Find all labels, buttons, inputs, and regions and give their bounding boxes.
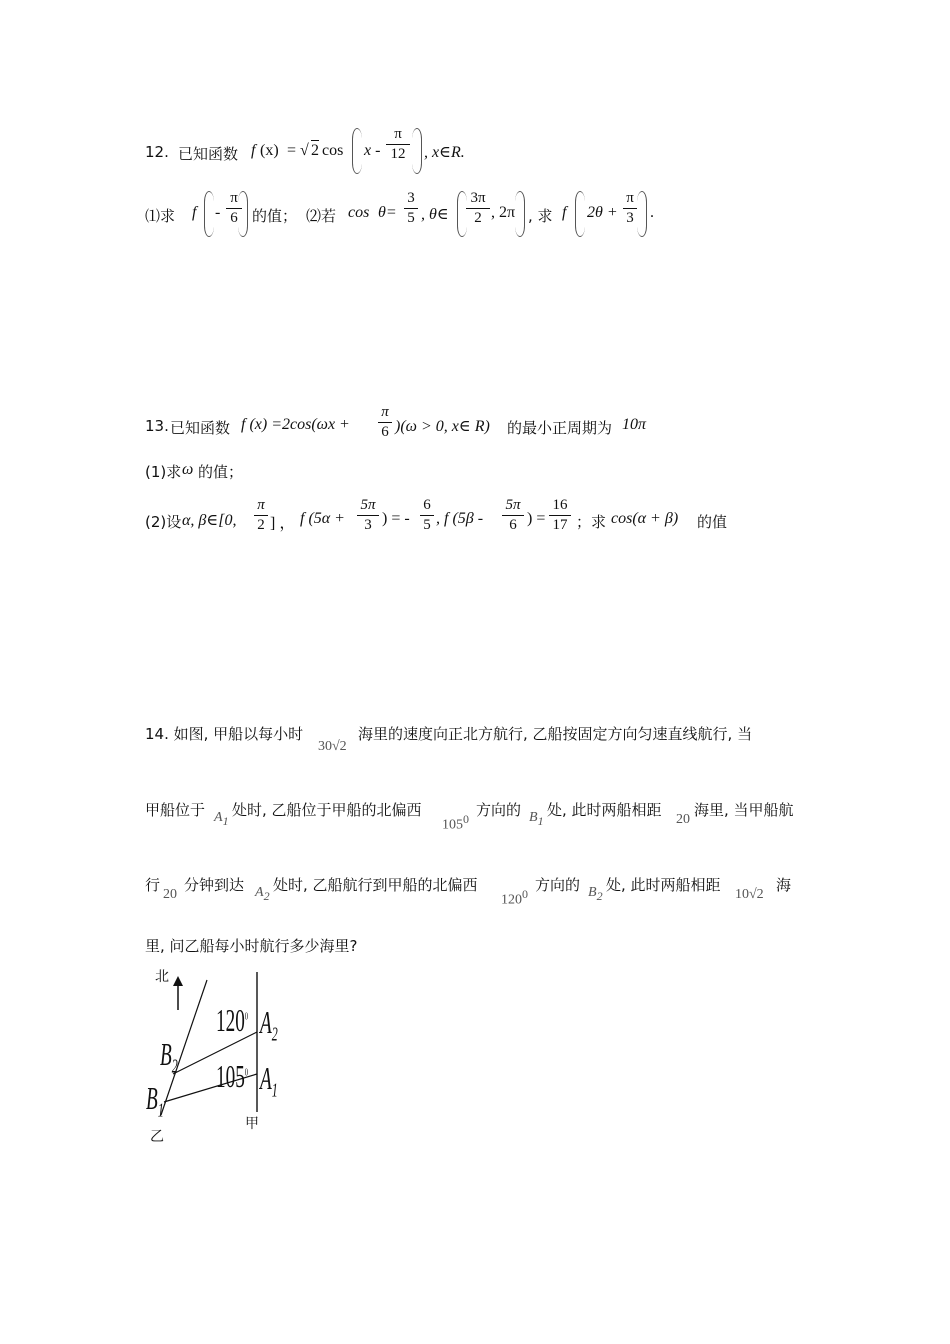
q13-p2-e1den: 3: [364, 517, 372, 533]
q12-p1-neg: -: [215, 204, 221, 221]
fraction-bar: [404, 208, 418, 209]
q12-p1-den: 6: [230, 210, 238, 226]
q12-p2-rden: 2: [474, 210, 482, 226]
q12-p1-lparen: [204, 191, 214, 237]
q12-p1-tail: 的值；: [252, 207, 298, 225]
q14-min20: 20: [163, 887, 177, 902]
q14-l2b: 处时, 乙船位于甲船的北偏西: [232, 801, 422, 819]
q14-l3a: 行: [145, 876, 161, 894]
q14-B1-letter: B: [529, 810, 538, 825]
q13-p2-e2eq: ) =: [527, 510, 546, 527]
q14-A1: [214, 810, 229, 829]
q13-frac-num: π: [381, 404, 389, 420]
figure-angle-105-val: 105: [216, 1058, 245, 1094]
q13-p2-bnum: π: [257, 497, 265, 513]
q12-ask: , 求: [528, 207, 553, 225]
q12-part1: ⑴求: [145, 207, 176, 225]
q14-deg105: [442, 812, 469, 834]
q12-p1-f: f: [192, 204, 197, 221]
q13-p2-bfrac: [254, 497, 268, 534]
q13-p2-expr: cos(α + β): [611, 510, 679, 527]
q12-frac-den: 12: [390, 146, 406, 162]
q12-p2-frac: [404, 190, 418, 227]
q13-p1-text: 的值；: [198, 463, 244, 481]
q12-label: 12.: [145, 143, 169, 161]
q12-fx: (x): [260, 142, 279, 159]
q14-B2-sub: 2: [596, 888, 603, 903]
q13-p2-vars-end: ] ，: [270, 515, 296, 532]
q13-p2-e2den: 6: [509, 517, 517, 533]
degree-icon: 0: [463, 812, 469, 826]
q12-p2-rparen2: [637, 191, 647, 237]
q13-p2-v1frac: [420, 497, 434, 534]
degree-icon: 0: [522, 887, 528, 901]
q13-p2-e2num: 5π: [505, 497, 521, 513]
q14-l3c: 处时, 乙船航行到甲船的北偏西: [273, 876, 478, 894]
q14-l2d: 处, 此时两船相距: [547, 801, 662, 819]
figure-B2: [160, 1036, 178, 1078]
q12-p2-rparen: [515, 191, 525, 237]
q12-part2: ⑵若: [306, 207, 337, 225]
q12-p2-cos: cos: [348, 204, 370, 221]
q12-p2-lparen2: [575, 191, 585, 237]
figure-A1-letter: A: [260, 1060, 272, 1096]
figure-B2-letter: B: [160, 1036, 172, 1072]
q13-label: 13.: [145, 417, 169, 435]
q14-B1-sub: 1: [537, 813, 544, 828]
q13-p2-v1den: 5: [423, 517, 431, 533]
q14-l1a: 14. 如图, 甲船以每小时: [145, 725, 304, 743]
figure-A1-sub: 1: [271, 1079, 278, 1102]
q12-p2-theta: θ=: [378, 204, 397, 221]
figure-yi-label: 乙: [150, 1129, 164, 1145]
fraction-bar: [254, 515, 268, 516]
q12-domain: , x∈R.: [424, 144, 465, 161]
figure-north-label: 北: [155, 969, 169, 985]
north-arrow-head: [173, 976, 183, 986]
q14-B1: [529, 810, 544, 829]
figure-A2-letter: A: [260, 1004, 272, 1040]
q12-p2-rtail: , 2π: [491, 204, 516, 221]
q14-A2-sub: 2: [263, 888, 270, 903]
figure-A2: [260, 1004, 278, 1046]
q13-p2-v2den: 17: [552, 517, 568, 533]
q12-cos: cos: [322, 142, 344, 159]
degree-icon: 0: [244, 1010, 249, 1023]
q13-p2-v2num: 16: [552, 497, 568, 513]
q12-frac-num: π: [394, 126, 402, 142]
q12-x: x -: [364, 142, 381, 159]
q14-l1b: 海里的速度向正北方航行, 乙船按固定方向匀速直线航行, 当: [358, 725, 753, 743]
fraction-bar: [386, 144, 410, 145]
q13-p2-bden: 2: [257, 517, 265, 533]
q14-l4: 里, 问乙船每小时航行多少海里?: [145, 937, 358, 955]
fraction-bar: [378, 422, 392, 423]
q14-A2: [255, 885, 270, 904]
q14-A1-letter: A: [214, 810, 223, 825]
q13-omega: ω: [182, 461, 194, 478]
sqrt-icon: √: [300, 142, 309, 159]
q12-p2-afrac: [623, 190, 637, 227]
q14-l2c: 方向的: [476, 801, 522, 819]
q14-l3d: 方向的: [535, 876, 581, 894]
q12-intro: 已知函数: [178, 145, 239, 163]
q12-p2-aden: 3: [626, 210, 634, 226]
fraction-bar: [502, 515, 524, 516]
figure-B1-letter: B: [146, 1080, 158, 1116]
q12-p1-rparen: [238, 191, 248, 237]
figure-B1: [146, 1080, 164, 1122]
q13-frac-den: 6: [381, 424, 389, 440]
q14-dist10r2: 10√2: [735, 887, 764, 902]
fraction-bar: [466, 208, 490, 209]
q12-p2-anum: π: [626, 190, 634, 206]
figure-A1: [260, 1060, 278, 1102]
q12-f: f: [251, 142, 256, 159]
q14-dist20: 20: [676, 812, 690, 827]
figure-B2-sub: 2: [171, 1055, 178, 1078]
figure-jia-label: 甲: [245, 1116, 259, 1132]
q13-p2-v1num: 6: [423, 497, 431, 513]
q14-l2e: 海里, 当甲船航: [694, 801, 794, 819]
q13-p2-e1eq: ) = -: [382, 510, 410, 527]
figure-angle-120-val: 120: [216, 1002, 245, 1038]
q13-p2-end: 的值: [697, 513, 728, 531]
figure-A2-sub: 2: [271, 1023, 278, 1046]
q13-p2-e1frac: [357, 497, 379, 534]
q12-lparen: [352, 128, 362, 174]
q14-deg120-val: 120: [501, 892, 522, 908]
q12-p2-range: , θ∈: [421, 206, 449, 223]
q12-sqrt-arg: 2: [311, 142, 319, 159]
q13-p2-tail: ；求: [576, 513, 607, 531]
fraction-bar: [357, 515, 379, 516]
q14-figure: [140, 962, 300, 1147]
q13-p2-e1num: 5π: [360, 497, 376, 513]
figure-B1-sub: 1: [157, 1099, 164, 1122]
q14-deg120: [501, 887, 528, 909]
q14-l3f: 海: [776, 876, 792, 894]
q13-text2: 的最小正周期为: [507, 419, 613, 437]
q13-expr-a: f (x) =2cos(ωx +: [241, 416, 350, 433]
fraction-bar: [420, 515, 434, 516]
q12-eq: =: [287, 142, 297, 159]
q13-p2-label: (2)设: [145, 513, 182, 531]
q14-B2-letter: B: [588, 885, 597, 900]
figure-angle-120: [216, 1002, 248, 1039]
q13-period: 10π: [622, 416, 647, 433]
q14-l3e: 处, 此时两船相距: [606, 876, 721, 894]
q13-p2-e2frac: [502, 497, 524, 534]
q13-expr-b: )(ω > 0, x∈ R): [395, 418, 490, 435]
q14-deg105-val: 105: [442, 817, 463, 833]
q14-speed: 30√2: [318, 739, 347, 754]
degree-icon: 0: [244, 1066, 249, 1079]
q13-p2-v2frac: [549, 497, 571, 534]
fraction-bar: [549, 515, 571, 516]
q14-l2a: 甲船位于: [145, 801, 206, 819]
q14-l3b: 分钟到达: [184, 876, 245, 894]
q12-p2-rfrac: [466, 190, 490, 227]
q12-p2-rnum: 3π: [470, 190, 486, 206]
q13-intro: 已知函数: [170, 419, 231, 437]
q12-p2-den: 5: [407, 210, 415, 226]
fraction-bar: [623, 208, 637, 209]
q12-frac: [386, 126, 410, 163]
figure-angle-105: [216, 1058, 248, 1095]
q13-p2-vars: α, β∈[0,: [182, 512, 237, 529]
q12-rparen: [412, 128, 422, 174]
q14-A1-sub: 1: [222, 813, 229, 828]
q14-A2-letter: A: [255, 885, 264, 900]
q13-p2-e2: , f (5β -: [436, 510, 484, 527]
q13-p2-e1: f (5α +: [300, 510, 345, 527]
q12-p2-f: f: [562, 204, 567, 221]
q12-p2-num: 3: [407, 190, 415, 206]
q12-p1-num: π: [230, 190, 238, 206]
q13-frac: [378, 404, 392, 441]
q12-end: .: [650, 204, 654, 221]
q12-p2-arg: 2θ +: [587, 204, 618, 221]
q13-p1-label: (1)求: [145, 463, 182, 481]
q14-B2: [588, 885, 603, 904]
